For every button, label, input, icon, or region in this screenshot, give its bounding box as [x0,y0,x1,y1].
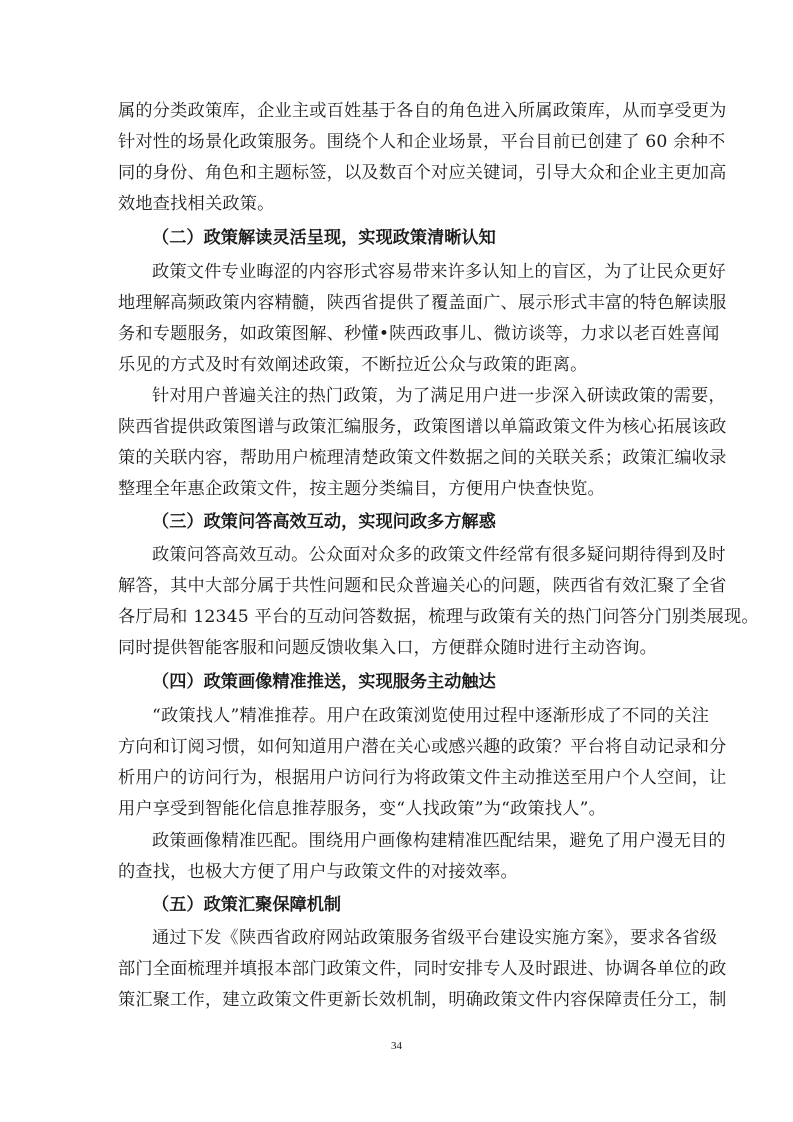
section-heading: （四）政策画像精准推送，实现服务主动触达 [152,672,496,692]
paragraph-line: 政策文件专业晦涩的内容形式容易带来许多认知上的盲区，为了让民众更好 [152,262,726,282]
paragraph-line: 用户享受到智能化信息推荐服务，变“人找政策”为“政策找人”。 [118,799,607,819]
paragraph-line: 陕西省提供政策图谱与政策汇编服务，政策图谱以单篇政策文件为核心拓展该政 [118,417,727,437]
paragraph-line: 针对用户普遍关注的热门政策，为了满足用户进一步深入研读政策的需要， [152,386,726,406]
paragraph-line: 乐见的方式及时有效阐述政策，不断拉近公众与政策的距离。 [118,355,588,375]
paragraph-line: 政策问答高效互动。公众面对众多的政策文件经常有很多疑问期待得到及时 [152,545,726,565]
paragraph-line: 效地查找相关政策。 [118,194,275,214]
paragraph-line: 部门全面梳理并填报本部门政策文件，同时安排专人及时跟进、协调各单位的政 [118,959,727,979]
section-heading: （五）政策汇聚保障机制 [152,895,342,915]
section-heading: （二）政策解读灵活呈现，实现政策清晰认知 [152,228,496,248]
paragraph-line: 属的分类政策库，企业主或百姓基于各自的角色进入所属政策库，从而享受更为 [118,101,727,121]
paragraph-line: 策的关联内容，帮助用户梳理清楚政策文件数据之间的关联关系；政策汇编收录 [118,448,727,468]
paragraph-line: 整理全年惠企政策文件，按主题分类编目，方便用户快查快览。 [118,479,605,499]
paragraph-line: 解答，其中大部分属于共性问题和民众普遍关心的问题，陕西省有效汇聚了全省 [118,576,727,596]
paragraph-line: 的查找，也极大方便了用户与政策文件的对接效率。 [118,862,518,882]
section-heading: （三）政策问答高效互动，实现问政多方解惑 [152,512,496,532]
paragraph-line: 策汇聚工作，建立政策文件更新长效机制，明确政策文件内容保障责任分工，制 [118,990,727,1010]
paragraph-line: “政策找人”精准推荐。用户在政策浏览使用过程中逐渐形成了不同的关注 [152,706,709,726]
paragraph-line: 政策画像精准匹配。围绕用户画像构建精准匹配结果，避免了用户漫无目的 [152,831,726,851]
paragraph-line: 通过下发《陕西省政府网站政策服务省级平台建设实施方案》，要求各省级 [152,928,718,948]
page-number: 34 [391,1040,402,1052]
paragraph-line: 同时提供智能客服和问题反馈收集入口，方便群众随时进行主动咨询。 [118,638,658,658]
paragraph-line: 方向和订阅习惯，如何知道用户潜在关心或感兴趣的政策？平台将自动记录和分 [118,737,727,757]
paragraph-line: 地理解高频政策内容精髓，陕西省提供了覆盖面广、展示形式丰富的特色解读服 [118,293,727,313]
paragraph-line: 务和专题服务，如政策图解、秒懂•陕西政事儿、微访谈等，力求以老百姓喜闻 [118,324,720,344]
paragraph-line: 同的身份、角色和主题标签，以及数百个对应关键词，引导大众和企业主更加高 [118,163,727,183]
paragraph-line: 针对性的场景化政策服务。围绕个人和企业场景，平台目前已创建了 60 余种不 [118,132,726,152]
paragraph-line: 各厅局和 12345 平台的互动问答数据，梳理与政策有关的热门问答分门别类展现。 [118,607,759,627]
paragraph-line: 析用户的访问行为，根据用户访问行为将政策文件主动推送至用户个人空间，让 [118,768,727,788]
